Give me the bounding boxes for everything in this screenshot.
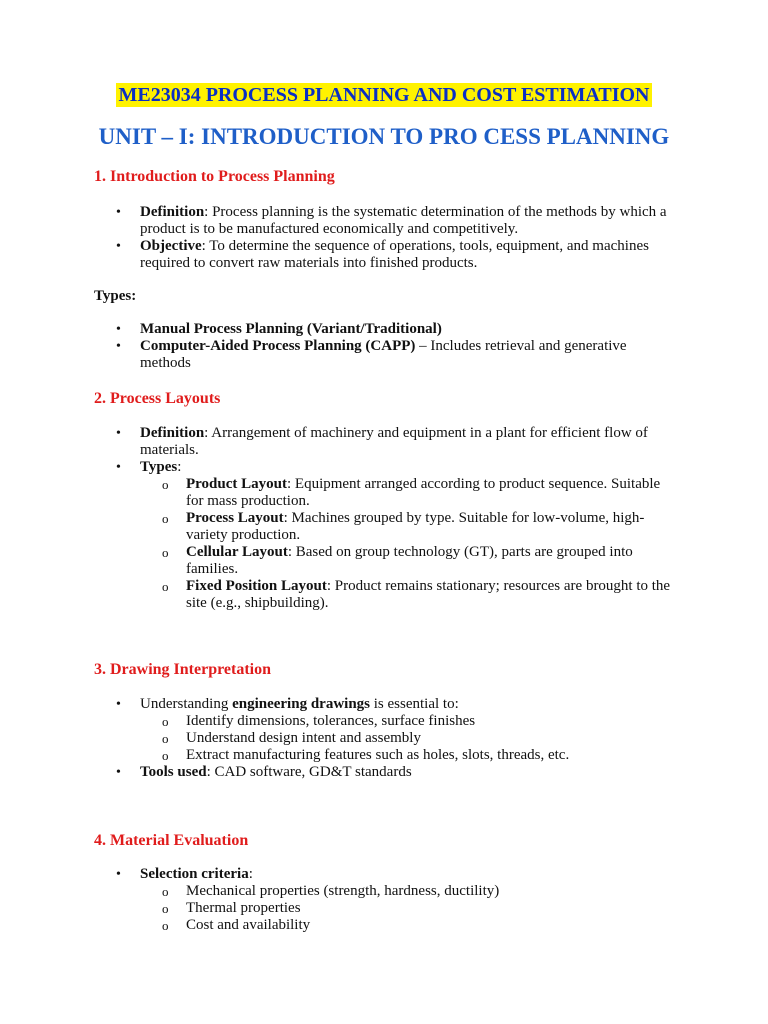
list-item: • Objective: To determine the sequence of operations, tools, equipment, and machines required to convert raw materials into finished products. [0, 238, 768, 272]
list-item: • Selection criteria: o Mechanical properties (strength, hardness, ductility) o Thermal properties o Cost and availability [0, 866, 768, 934]
list-item: o Process Layout: Machines grouped by type. Suitable for low-volume, high-variety production. [140, 510, 678, 544]
list-item: • Computer-Aided Process Planning (CAPP) – Includes retrieval and generative methods [0, 338, 768, 372]
section3-list [0, 696, 768, 781]
list-item: o Thermal properties [140, 900, 678, 917]
section1-list [0, 204, 768, 272]
list-item: • Definition: Arrangement of machinery and equipment in a plant for efficient flow of materials. [0, 425, 768, 459]
list-item: o Fixed Position Layout: Product remains stationary; resources are brought to the site (e.g., shipbuilding). [140, 578, 678, 612]
section4-list [0, 866, 768, 934]
section2-list [0, 425, 768, 612]
list-item: • Manual Process Planning (Variant/Traditional) [0, 321, 768, 338]
types-list [0, 321, 768, 372]
list-item: o Cellular Layout: Based on group technology (GT), parts are grouped into families. [140, 544, 678, 578]
layout-sublist [140, 476, 678, 612]
list-item: o Identify dimensions, tolerances, surface finishes [140, 713, 678, 730]
list-item: • Definition: Process planning is the systematic determination of the methods by which a product is to be manufactured economically and competitively. [0, 204, 768, 238]
section-heading-material-evaluation: 4. Material Evaluation [94, 832, 249, 849]
section-heading-introduction: 1. Introduction to Process Planning [94, 168, 335, 185]
list-item: • Types: o Product Layout: Equipment arranged according to product sequence. Suitable for mass production. o Process Layout: Machines grouped by type. Suitable for low-volume, high-variety production. o Cellular Layout: Based on group technology (GT), parts are grouped into families. o Fixed Position Layout: Product remains stationary; resources are brought to the site (e.g., shipbuilding). [0, 459, 768, 612]
list-item: o Product Layout: Equipment arranged according to product sequence. Suitable for mass production. [140, 476, 678, 510]
list-item: o Mechanical properties (strength, hardness, ductility) [140, 883, 678, 900]
unit-title: UNIT – I: INTRODUCTION TO PRO CESS PLANNING [98, 124, 670, 149]
list-item: • Understanding engineering drawings is essential to: o Identify dimensions, tolerances, surface finishes o Understand design intent and assembly o Extract manufacturing features such as holes, slots, threads, etc. [0, 696, 768, 764]
types-heading: Types: [94, 288, 137, 304]
list-item: o Cost and availability [140, 917, 678, 934]
criteria-sublist [140, 883, 678, 934]
section-heading-process-layouts: 2. Process Layouts [94, 390, 221, 407]
drawing-sublist [140, 713, 678, 764]
list-item: o Extract manufacturing features such as holes, slots, threads, etc. [140, 747, 678, 764]
section-heading-drawing-interpretation: 3. Drawing Interpretation [94, 661, 272, 678]
list-item: • Tools used: CAD software, GD&T standards [0, 764, 768, 781]
list-item: o Understand design intent and assembly [140, 730, 678, 747]
course-title: ME23034 PROCESS PLANNING AND COST ESTIMATION [118, 84, 650, 106]
